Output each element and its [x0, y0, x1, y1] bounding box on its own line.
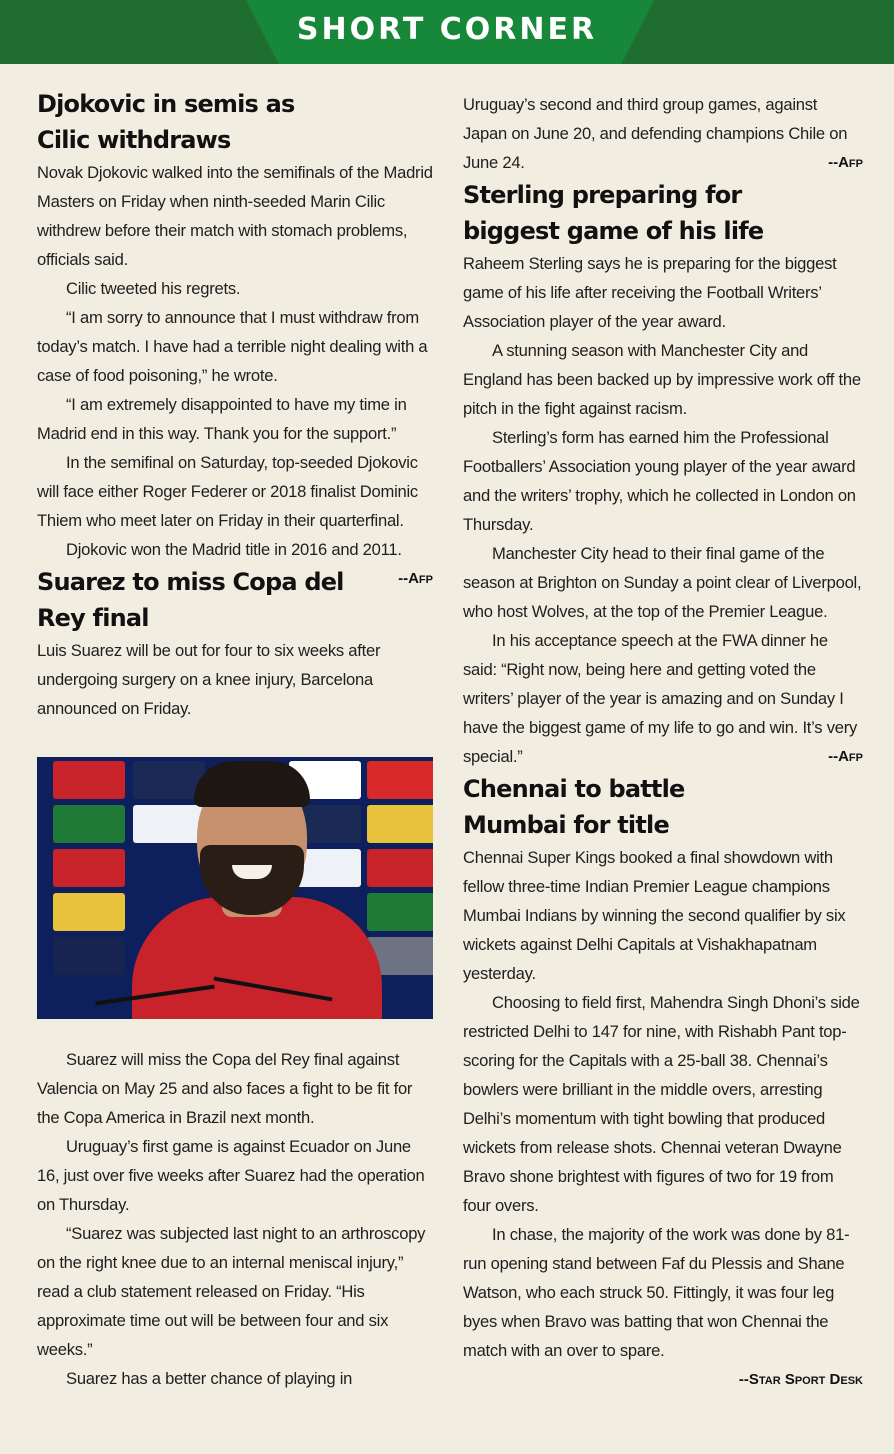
headline-chennai-line2: Mumbai for title	[463, 811, 669, 839]
paragraph-text: In his acceptance speech at the FWA dinner he said: “Right now, being here and getting voted the writers’ player of the year is amazing and on Sunday I have the biggest game of my life to go and win. It’s very special.”	[463, 631, 858, 766]
paragraph-lead: Raheem Sterling says he is preparing for the biggest game of his life after receiving the Football Writers’ Association player of the year award.	[463, 254, 837, 331]
paragraph: Novak Djokovic walked into the semifinals of the Madrid Masters on Friday when ninth-seeded Marin Cilic withdrew before their match with stomach problems, officials said.	[37, 163, 433, 269]
section-title: SHORT CORNER	[296, 12, 598, 47]
paragraph-last	[463, 626, 863, 771]
paragraph: A stunning season with Manchester City and England has been backed up by impressive work off the pitch in the fight against racism.	[463, 341, 861, 418]
paragraph-last	[37, 535, 433, 587]
hair	[194, 761, 310, 807]
paragraph-text: Djokovic won the Madrid title in 2016 and 2011.	[66, 540, 402, 559]
paragraph: Uruguay’s first game is against Ecuador on June 16, just over five weeks after Suarez had the operation on Thursday.	[37, 1137, 425, 1214]
credit-star-sport-desk: --Star Sport Desk	[738, 1371, 863, 1388]
paragraph-continued	[463, 90, 863, 177]
suarez-photo	[37, 757, 433, 1019]
paragraph: Cilic tweeted his regrets.	[66, 279, 241, 298]
headline-djokovic-line2: Cilic withdraws	[37, 126, 231, 154]
article-djokovic	[37, 86, 433, 587]
paragraph: “I am sorry to announce that I must withdraw from today’s match. I have had a terrible night dealing with a case of food poisoning,” he wrote.	[37, 308, 428, 385]
paragraph: Suarez has a better chance of playing in	[66, 1369, 353, 1388]
section-banner	[0, 0, 894, 64]
paragraph: Suarez will miss the Copa del Rey final against Valencia on May 25 and also faces a fight to be fit for the Copa America in Brazil next month.	[37, 1050, 413, 1127]
right-column	[463, 90, 863, 1394]
paragraph: Manchester City head to their final game of the season at Brighton on Sunday a point clear of Liverpool, who host Wolves, at the top of the Premier League.	[463, 544, 862, 621]
credit-afp: --Afp	[828, 748, 863, 765]
sponsor-tile	[367, 805, 433, 843]
article-suarez-continued	[463, 90, 863, 177]
headline-chennai-line1: Chennai to battle	[463, 775, 685, 803]
headline-sterling-line1: Sterling preparing for	[463, 181, 742, 209]
paragraph-lead: Chennai Super Kings booked a final showdown with fellow three-time Indian Premier League champions Mumbai Indians by winning the second qualifier by six wickets against Delhi Capitals at Vishakhapatnam yesterday.	[463, 848, 846, 983]
article-suarez	[37, 564, 433, 1393]
article-sterling	[463, 177, 863, 771]
paragraph: “Suarez was subjected last night to an arthroscopy on the right knee due to an internal meniscal injury,” read a club statement released on Friday. “His approximate time out will be between four and six weeks.”	[37, 1224, 426, 1359]
paragraph: “I am extremely disappointed to have my time in Madrid end in this way. Thank you for the support.”	[37, 395, 407, 443]
headline-suarez: Suarez to miss Copa del Rey final	[37, 568, 344, 632]
paragraph: In chase, the majority of the work was done by 81-run opening stand between Faf du Plessis and Shane Watson, who each struck 50. Fittingly, it was four leg byes when Bravo was batting that won Chennai the match with an over to spare.	[463, 1225, 850, 1360]
paragraph-text: Uruguay’s second and third group games, against Japan on June 20, and defending champions Chile on June 24.	[463, 95, 848, 172]
sponsor-tile	[367, 761, 433, 799]
headline-sterling-line2: biggest game of his life	[463, 217, 764, 245]
paragraph: Choosing to field first, Mahendra Singh Dhoni’s side restricted Delhi to 147 for nine, with Rishabh Pant top-scoring for the Capitals with a 25-ball 38. Chennai’s bowlers were brilliant in the middle overs, arresting Delhi’s momentum with tight bowling that produced wickets from release shots. Chennai veteran Dwayne Bravo shone brightest with figures of two for 19 from four overs.	[463, 993, 860, 1215]
headline-djokovic-line1: Djokovic in semis as	[37, 90, 295, 118]
paragraph-lead: Luis Suarez will be out for four to six weeks after undergoing surgery on a knee injury, Barcelona announced on Friday.	[37, 641, 381, 718]
credit-afp: --Afp	[398, 570, 433, 587]
article-chennai	[463, 771, 863, 1388]
paragraph: Sterling’s form has earned him the Professional Footballers’ Association young player of the year award and the writers’ trophy, which he collected in London on Thursday.	[463, 428, 856, 534]
paragraph: In the semifinal on Saturday, top-seeded Djokovic will face either Roger Federer or 2018 finalist Dominic Thiem who meet later on Friday in their quarterfinal.	[37, 453, 418, 530]
left-column	[37, 86, 433, 1393]
credit-afp: --Afp	[828, 154, 863, 171]
sponsor-tile	[367, 849, 433, 887]
sponsor-tile	[367, 893, 433, 931]
